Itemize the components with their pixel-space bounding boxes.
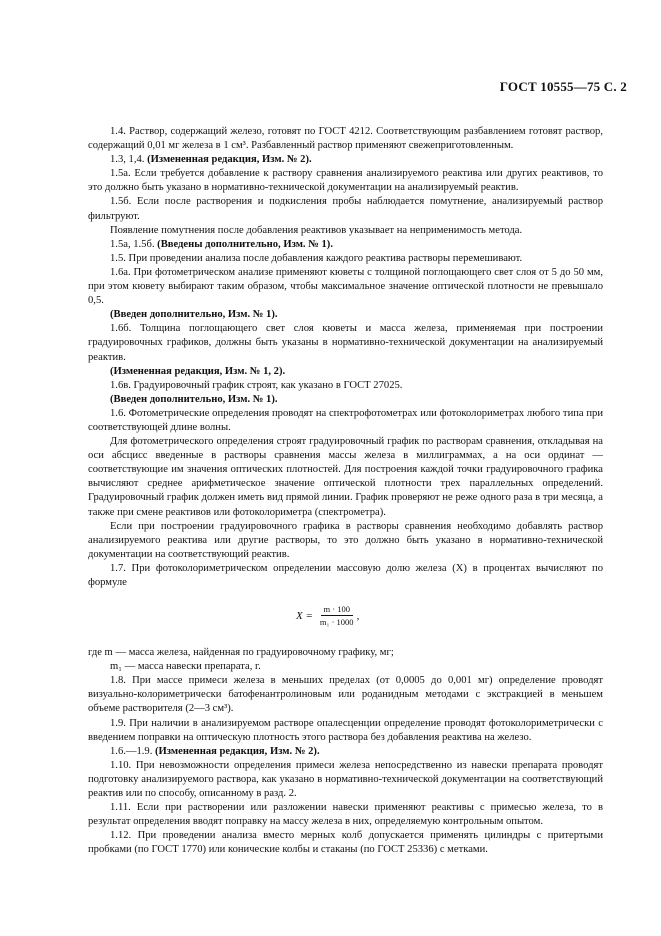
amendment-note: (Измененная редакция, Изм. № 2). [147, 154, 312, 166]
amendment-note: (Измененная редакция, Изм. № 2). [155, 745, 320, 757]
formula [88, 602, 603, 636]
page-header: ГОСТ 10555—75 С. 2 [499, 79, 627, 94]
where-clause: m₁ — масса навески препарата, г. [110, 661, 261, 673]
paragraph: 1.6а. При фотометрическом анализе применяют кюветы с толщиной поглощающего свет слоя от 5 до 50 мм, при этом кювету выбирают таким образом, чтобы максимальное значение оптической плотности не превышало 0,5. [88, 266, 603, 307]
paragraph: 1.5б. Если после растворения и подкисления пробы наблюдается помутнение, анализируемый раствор фильтруют. [88, 196, 603, 222]
paragraph: 1.4. Раствор, содержащий железо, готовят по ГОСТ 4212. Соответствующим разбавлением готовят раствор, содержащий 0,01 мг железа в 1 см³. Разбавленный раствор применяют свежеприготовленным. [88, 126, 603, 152]
clause-ref: 1.3, 1,4. [110, 154, 148, 166]
paragraph: 1.12. При проведении анализа вместо мерных колб допускается применять цилиндры с притертыми пробками (по ГОСТ 1770) или конические колбы и стаканы (по ГОСТ 25336) с метками. [88, 830, 603, 856]
paragraph: Появление помутнения после добавления реактивов указывает на неприменимость метода. [110, 224, 523, 236]
amendment-note: (Введен дополнительно, Изм. № 1). [110, 309, 278, 321]
where-clause: где m — масса железа, найденная по градуировочному графику, мг; [88, 647, 394, 659]
paragraph [88, 238, 603, 252]
paragraph [88, 745, 603, 759]
paragraph: 1.10. При невозможности определения примеси железа непосредственно из навески препарата проводят подготовку анализируемого раствора, как указано в нормативно-технической документации на соответствующий реактив или по способу, описанному в разд. 2. [88, 759, 603, 800]
paragraph: 1.8. При массе примеси железа в меньших пределах (от 0,0005 до 0,001 мг) определение проводят визуально-колориметрически батофенантролиновым или роданидным методами с экстракцией в меньшем объеме растворителя (2—3 см³). [88, 675, 603, 715]
paragraph: Если при построении градуировочного графика в растворы сравнения необходимо добавлять раствор анализируемого реактива или другие растворы, то это должно быть указано в нормативно-технической документации на соответствующий реактив. [88, 520, 603, 560]
paragraph: Для фотометрического определения строят градуировочный график по растворам сравнения, откладывая на оси абсцисс введенные в растворы сравнения массы железа в миллиграммах, а на оси ординат — соответствующие им значения оптических плотностей. Для построения каждой точки градуировочного графика вычисляют среднее арифметическое значение оптической плотности трех параллельных определений. Градуировочный график должен иметь вид прямой линии. График проверяют не реже одного раза в три месяца, а также при смене реактивов или фотоколориметра (спектрометра). [88, 436, 603, 518]
formula-denominator: m₁ · 1000 [319, 617, 354, 628]
formula-lhs: X = [296, 609, 313, 622]
formula-tail: , [356, 609, 360, 622]
formula-fraction [317, 604, 357, 627]
paragraph: 1.11. Если при растворении или разложении навески применяют реактивы с примесью железа, то в результат определения вводят поправку на массу железа в них, определяемую контрольным опытом. [88, 802, 603, 828]
clause-ref: 1.5а, 1.5б. [110, 238, 158, 250]
paragraph: 1.5. При проведении анализа после добавления каждого реактива растворы перемешивают. [110, 252, 523, 264]
paragraph: 1.9. При наличии в анализируемом растворе опалесценции определение проводят фотоколориметрически с введением поправки на оптическую плотность этого раствора без добавления реактива на железо. [88, 717, 603, 743]
paragraph: 1.5а. Если требуется добавление к раствору сравнения анализируемого реактива или других реактивов, то это должно быть указано в нормативно-технической документации на анализируемый реактив. [88, 168, 603, 194]
amendment-note: (Введены дополнительно, Изм. № 1). [157, 238, 333, 250]
paragraph: 1.6в. Градуировочный график строят, как указано в ГОСТ 27025. [110, 379, 403, 391]
amendment-note: (Введен дополнительно, Изм. № 1). [110, 393, 278, 405]
clause-ref: 1.6.—1.9. [110, 745, 156, 757]
document-body [88, 125, 603, 858]
paragraph [88, 153, 603, 167]
paragraph: 1.6б. Толщина поглощающего свет слоя кюветы и масса железа, применяемая при построении градуировочных графиков, должны быть указаны в нормативно-технической документации на анализируемый реактив. [88, 323, 603, 363]
formula-numerator: m · 100 [321, 604, 353, 616]
amendment-note: (Измененная редакция, Изм. № 1, 2). [110, 365, 286, 377]
paragraph: 1.7. При фотоколориметрическом определении массовую долю железа (X) в процентах вычисляют по формуле [88, 562, 603, 588]
paragraph: 1.6. Фотометрические определения проводят на спектрофотометрах или фотоколориметрах любого типа при соответствующей длине волны. [88, 407, 603, 433]
